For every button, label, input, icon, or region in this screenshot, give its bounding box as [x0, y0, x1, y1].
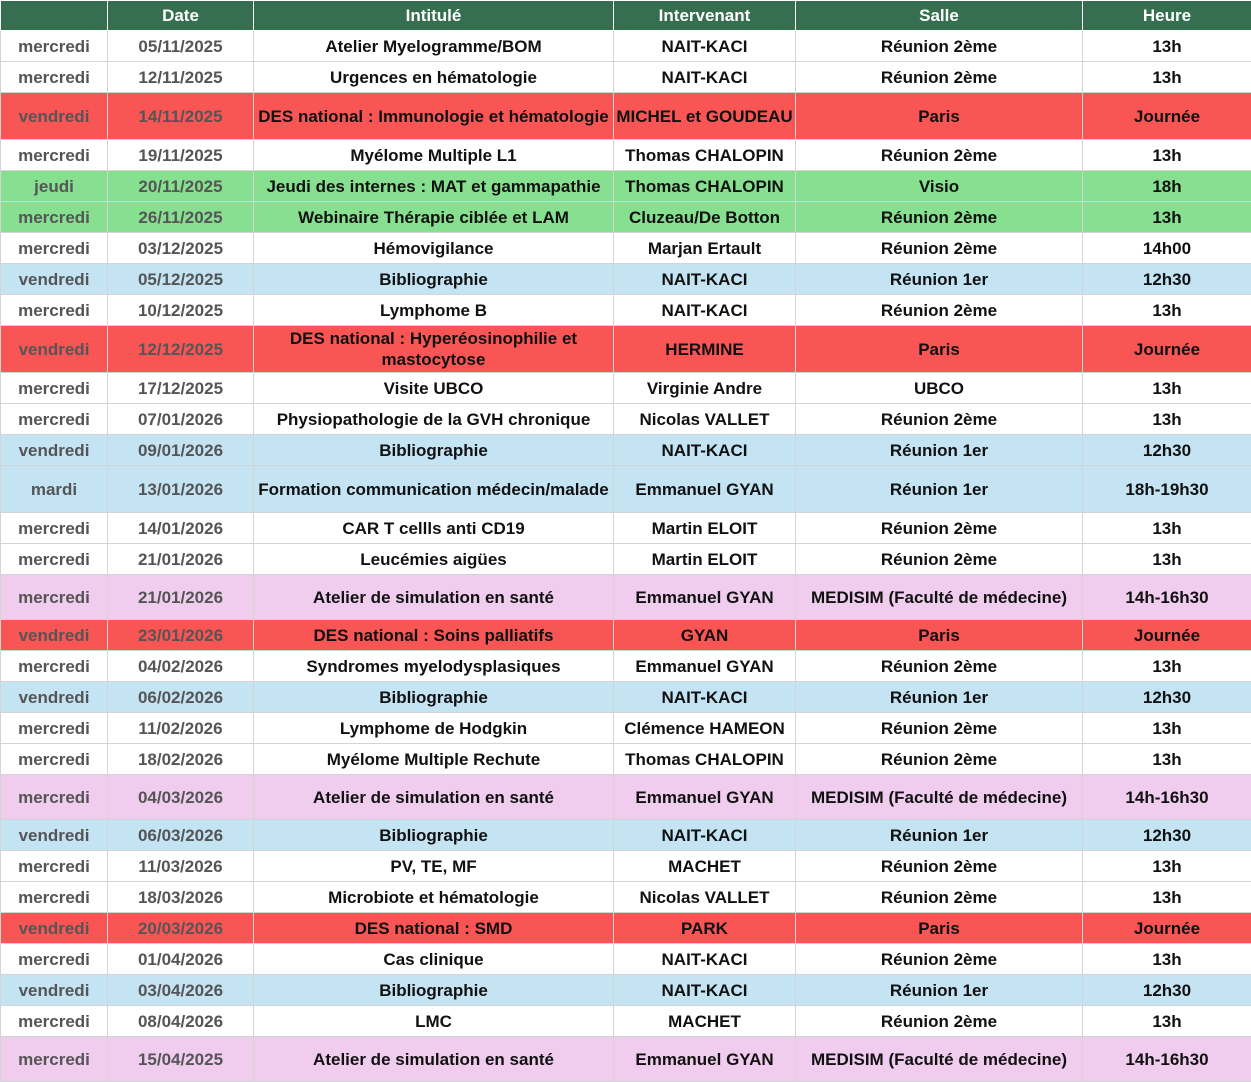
- cell-time[interactable]: 12h30: [1083, 682, 1251, 713]
- cell-room[interactable]: Réunion 1er: [796, 975, 1083, 1006]
- table-row: [1, 1006, 1251, 1037]
- cell-title[interactable]: Visite UBCO: [254, 373, 614, 404]
- cell-speaker[interactable]: NAIT-KACI: [614, 435, 796, 466]
- table-row: [1, 62, 1251, 93]
- header-row: [1, 1, 1251, 31]
- cell-speaker[interactable]: Emmanuel GYAN: [614, 651, 796, 682]
- cell-title[interactable]: DES national : Soins palliatifs: [254, 620, 614, 651]
- table-row: [1, 202, 1251, 233]
- table-row: [1, 851, 1251, 882]
- cell-speaker[interactable]: MACHET: [614, 1006, 796, 1037]
- cell-title[interactable]: Atelier de simulation en santé: [254, 1037, 614, 1082]
- cell-time[interactable]: 13h: [1083, 651, 1251, 682]
- header-title[interactable]: Intitulé: [254, 1, 614, 31]
- cell-speaker[interactable]: Virginie Andre: [614, 373, 796, 404]
- table-row: [1, 682, 1251, 713]
- cell-time[interactable]: 13h: [1083, 295, 1251, 326]
- cell-day[interactable]: mardi: [1, 466, 108, 513]
- cell-speaker[interactable]: MACHET: [614, 851, 796, 882]
- cell-date[interactable]: 23/01/2026: [108, 620, 254, 651]
- cell-date[interactable]: 06/02/2026: [108, 682, 254, 713]
- cell-room[interactable]: Réunion 2ème: [796, 651, 1083, 682]
- cell-speaker[interactable]: Emmanuel GYAN: [614, 775, 796, 820]
- cell-room[interactable]: UBCO: [796, 373, 1083, 404]
- cell-date[interactable]: 03/04/2026: [108, 975, 254, 1006]
- table-row: [1, 651, 1251, 682]
- cell-speaker[interactable]: Marjan Ertault: [614, 233, 796, 264]
- cell-time[interactable]: 13h: [1083, 140, 1251, 171]
- cell-speaker[interactable]: Thomas CHALOPIN: [614, 171, 796, 202]
- cell-room[interactable]: Réunion 1er: [796, 435, 1083, 466]
- cell-time[interactable]: Journée: [1083, 326, 1251, 373]
- cell-title[interactable]: Lymphome B: [254, 295, 614, 326]
- cell-title[interactable]: Atelier Myelogramme/BOM: [254, 31, 614, 62]
- table-row: [1, 171, 1251, 202]
- cell-day[interactable]: mercredi: [1, 744, 108, 775]
- cell-date[interactable]: 03/12/2025: [108, 233, 254, 264]
- cell-date[interactable]: 08/04/2026: [108, 1006, 254, 1037]
- table-body: [1, 31, 1251, 1082]
- cell-room[interactable]: Réunion 1er: [796, 466, 1083, 513]
- cell-day[interactable]: mercredi: [1, 513, 108, 544]
- cell-room[interactable]: Réunion 2ème: [796, 513, 1083, 544]
- cell-speaker[interactable]: Nicolas VALLET: [614, 882, 796, 913]
- cell-day[interactable]: mercredi: [1, 944, 108, 975]
- cell-room[interactable]: MEDISIM (Faculté de médecine): [796, 775, 1083, 820]
- cell-title[interactable]: Formation communication médecin/malade: [254, 466, 614, 513]
- cell-time[interactable]: 13h: [1083, 544, 1251, 575]
- cell-day[interactable]: mercredi: [1, 713, 108, 744]
- cell-room[interactable]: MEDISIM (Faculté de médecine): [796, 1037, 1083, 1082]
- cell-date[interactable]: 13/01/2026: [108, 466, 254, 513]
- cell-speaker[interactable]: NAIT-KACI: [614, 682, 796, 713]
- cell-time[interactable]: Journée: [1083, 93, 1251, 140]
- cell-date[interactable]: 19/11/2025: [108, 140, 254, 171]
- cell-day[interactable]: mercredi: [1, 404, 108, 435]
- cell-day[interactable]: mercredi: [1, 295, 108, 326]
- table-row: [1, 466, 1251, 513]
- cell-date[interactable]: 21/01/2026: [108, 544, 254, 575]
- cell-day[interactable]: vendredi: [1, 620, 108, 651]
- cell-date[interactable]: 12/11/2025: [108, 62, 254, 93]
- cell-day[interactable]: mercredi: [1, 62, 108, 93]
- cell-date[interactable]: 26/11/2025: [108, 202, 254, 233]
- cell-speaker[interactable]: NAIT-KACI: [614, 31, 796, 62]
- table-row: [1, 975, 1251, 1006]
- cell-title[interactable]: Bibliographie: [254, 435, 614, 466]
- table-row: [1, 544, 1251, 575]
- cell-room[interactable]: Paris: [796, 326, 1083, 373]
- cell-time[interactable]: 13h: [1083, 744, 1251, 775]
- cell-time[interactable]: 13h: [1083, 882, 1251, 913]
- cell-day[interactable]: vendredi: [1, 435, 108, 466]
- cell-room[interactable]: Paris: [796, 620, 1083, 651]
- cell-title[interactable]: DES national : Immunologie et hématologie: [254, 93, 614, 140]
- table-row: [1, 713, 1251, 744]
- cell-day[interactable]: vendredi: [1, 326, 108, 373]
- cell-room[interactable]: MEDISIM (Faculté de médecine): [796, 575, 1083, 620]
- table-row: [1, 373, 1251, 404]
- cell-speaker[interactable]: NAIT-KACI: [614, 975, 796, 1006]
- cell-time[interactable]: 14h-16h30: [1083, 775, 1251, 820]
- cell-day[interactable]: mercredi: [1, 651, 108, 682]
- cell-speaker[interactable]: Cluzeau/De Botton: [614, 202, 796, 233]
- cell-speaker[interactable]: NAIT-KACI: [614, 62, 796, 93]
- cell-speaker[interactable]: GYAN: [614, 620, 796, 651]
- cell-room[interactable]: Réunion 2ème: [796, 1006, 1083, 1037]
- cell-day[interactable]: mercredi: [1, 233, 108, 264]
- cell-day[interactable]: vendredi: [1, 682, 108, 713]
- cell-time[interactable]: 13h: [1083, 62, 1251, 93]
- table-row: [1, 775, 1251, 820]
- cell-time[interactable]: Journée: [1083, 620, 1251, 651]
- cell-time[interactable]: 13h: [1083, 944, 1251, 975]
- table-row: [1, 233, 1251, 264]
- cell-title[interactable]: PV, TE, MF: [254, 851, 614, 882]
- cell-date[interactable]: 11/03/2026: [108, 851, 254, 882]
- cell-date[interactable]: 21/01/2026: [108, 575, 254, 620]
- cell-title[interactable]: Webinaire Thérapie ciblée et LAM: [254, 202, 614, 233]
- table-header: [1, 1, 1251, 31]
- cell-day[interactable]: vendredi: [1, 264, 108, 295]
- cell-room[interactable]: Réunion 2ème: [796, 882, 1083, 913]
- cell-time[interactable]: 13h: [1083, 1006, 1251, 1037]
- table-row: [1, 513, 1251, 544]
- cell-time[interactable]: 12h30: [1083, 435, 1251, 466]
- cell-time[interactable]: Journée: [1083, 913, 1251, 944]
- cell-date[interactable]: 04/02/2026: [108, 651, 254, 682]
- cell-speaker[interactable]: Nicolas VALLET: [614, 404, 796, 435]
- cell-title[interactable]: Urgences en hématologie: [254, 62, 614, 93]
- cell-date[interactable]: 18/02/2026: [108, 744, 254, 775]
- table-row: [1, 944, 1251, 975]
- table-row: [1, 1037, 1251, 1082]
- cell-title[interactable]: Lymphome de Hodgkin: [254, 713, 614, 744]
- cell-time[interactable]: 14h00: [1083, 233, 1251, 264]
- cell-speaker[interactable]: NAIT-KACI: [614, 295, 796, 326]
- table-row: [1, 435, 1251, 466]
- cell-title[interactable]: Jeudi des internes : MAT et gammapathie: [254, 171, 614, 202]
- table-row: [1, 404, 1251, 435]
- cell-day[interactable]: mercredi: [1, 1006, 108, 1037]
- cell-room[interactable]: Réunion 1er: [796, 820, 1083, 851]
- cell-day[interactable]: mercredi: [1, 31, 108, 62]
- cell-date[interactable]: 01/04/2026: [108, 944, 254, 975]
- cell-time[interactable]: 14h-16h30: [1083, 575, 1251, 620]
- cell-room[interactable]: Réunion 2ème: [796, 404, 1083, 435]
- cell-room[interactable]: Réunion 2ème: [796, 202, 1083, 233]
- cell-date[interactable]: 05/11/2025: [108, 31, 254, 62]
- header-date[interactable]: Date: [108, 1, 254, 31]
- cell-time[interactable]: 18h: [1083, 171, 1251, 202]
- cell-speaker[interactable]: MICHEL et GOUDEAU: [614, 93, 796, 140]
- cell-date[interactable]: 20/11/2025: [108, 171, 254, 202]
- cell-date[interactable]: 06/03/2026: [108, 820, 254, 851]
- cell-day[interactable]: mercredi: [1, 1037, 108, 1082]
- cell-title[interactable]: DES national : SMD: [254, 913, 614, 944]
- cell-time[interactable]: 13h: [1083, 202, 1251, 233]
- cell-room[interactable]: Réunion 2ème: [796, 944, 1083, 975]
- cell-day[interactable]: vendredi: [1, 93, 108, 140]
- cell-day[interactable]: mercredi: [1, 544, 108, 575]
- cell-room[interactable]: Paris: [796, 913, 1083, 944]
- table-row: [1, 913, 1251, 944]
- table-row: [1, 93, 1251, 140]
- cell-room[interactable]: Réunion 2ème: [796, 233, 1083, 264]
- table-row: [1, 140, 1251, 171]
- cell-speaker[interactable]: Clémence HAMEON: [614, 713, 796, 744]
- cell-room[interactable]: Réunion 1er: [796, 264, 1083, 295]
- cell-title[interactable]: Atelier de simulation en santé: [254, 575, 614, 620]
- cell-room[interactable]: Réunion 2ème: [796, 295, 1083, 326]
- cell-day[interactable]: mercredi: [1, 202, 108, 233]
- header-day[interactable]: [1, 1, 108, 31]
- cell-room[interactable]: Paris: [796, 93, 1083, 140]
- cell-room[interactable]: Réunion 2ème: [796, 31, 1083, 62]
- cell-title[interactable]: Physiopathologie de la GVH chronique: [254, 404, 614, 435]
- cell-day[interactable]: jeudi: [1, 171, 108, 202]
- cell-time[interactable]: 12h30: [1083, 264, 1251, 295]
- cell-date[interactable]: 05/12/2025: [108, 264, 254, 295]
- table-row: [1, 295, 1251, 326]
- cell-day[interactable]: mercredi: [1, 882, 108, 913]
- cell-time[interactable]: 14h-16h30: [1083, 1037, 1251, 1082]
- cell-speaker[interactable]: Thomas CHALOPIN: [614, 140, 796, 171]
- cell-time[interactable]: 13h: [1083, 851, 1251, 882]
- cell-speaker[interactable]: HERMINE: [614, 326, 796, 373]
- cell-time[interactable]: 12h30: [1083, 820, 1251, 851]
- cell-date[interactable]: 10/12/2025: [108, 295, 254, 326]
- cell-title[interactable]: Atelier de simulation en santé: [254, 775, 614, 820]
- cell-speaker[interactable]: Martin ELOIT: [614, 544, 796, 575]
- cell-title[interactable]: LMC: [254, 1006, 614, 1037]
- cell-room[interactable]: Réunion 2ème: [796, 744, 1083, 775]
- header-speaker[interactable]: Intervenant: [614, 1, 796, 31]
- cell-title[interactable]: Leucémies aigües: [254, 544, 614, 575]
- table-row: [1, 575, 1251, 620]
- cell-title[interactable]: CAR T cellls anti CD19: [254, 513, 614, 544]
- cell-speaker[interactable]: NAIT-KACI: [614, 944, 796, 975]
- cell-title[interactable]: Syndromes myelodysplasiques: [254, 651, 614, 682]
- cell-title[interactable]: Myélome Multiple L1: [254, 140, 614, 171]
- cell-title[interactable]: Bibliographie: [254, 264, 614, 295]
- cell-day[interactable]: vendredi: [1, 975, 108, 1006]
- cell-speaker[interactable]: Emmanuel GYAN: [614, 466, 796, 513]
- cell-speaker[interactable]: Emmanuel GYAN: [614, 1037, 796, 1082]
- cell-time[interactable]: 18h-19h30: [1083, 466, 1251, 513]
- cell-day[interactable]: mercredi: [1, 140, 108, 171]
- cell-date[interactable]: 07/01/2026: [108, 404, 254, 435]
- cell-speaker[interactable]: Thomas CHALOPIN: [614, 744, 796, 775]
- cell-date[interactable]: 17/12/2025: [108, 373, 254, 404]
- cell-room[interactable]: Visio: [796, 171, 1083, 202]
- cell-day[interactable]: mercredi: [1, 775, 108, 820]
- table-row: [1, 264, 1251, 295]
- cell-room[interactable]: Réunion 2ème: [796, 140, 1083, 171]
- cell-speaker[interactable]: Emmanuel GYAN: [614, 575, 796, 620]
- cell-speaker[interactable]: NAIT-KACI: [614, 820, 796, 851]
- cell-day[interactable]: vendredi: [1, 820, 108, 851]
- header-time[interactable]: Heure: [1083, 1, 1251, 31]
- cell-time[interactable]: 13h: [1083, 373, 1251, 404]
- cell-date[interactable]: 15/04/2025: [108, 1037, 254, 1082]
- cell-speaker[interactable]: Martin ELOIT: [614, 513, 796, 544]
- cell-day[interactable]: mercredi: [1, 575, 108, 620]
- table-row: [1, 620, 1251, 651]
- cell-date[interactable]: 09/01/2026: [108, 435, 254, 466]
- cell-speaker[interactable]: PARK: [614, 913, 796, 944]
- cell-title[interactable]: Bibliographie: [254, 820, 614, 851]
- cell-room[interactable]: Réunion 2ème: [796, 851, 1083, 882]
- cell-date[interactable]: 14/01/2026: [108, 513, 254, 544]
- cell-day[interactable]: mercredi: [1, 851, 108, 882]
- cell-date[interactable]: 11/02/2026: [108, 713, 254, 744]
- cell-date[interactable]: 14/11/2025: [108, 93, 254, 140]
- cell-time[interactable]: 13h: [1083, 404, 1251, 435]
- cell-title[interactable]: DES national : Hyperéosinophilie et mastocytose: [254, 326, 614, 373]
- table-row: [1, 31, 1251, 62]
- cell-title[interactable]: Bibliographie: [254, 682, 614, 713]
- cell-time[interactable]: 13h: [1083, 713, 1251, 744]
- cell-title[interactable]: Hémovigilance: [254, 233, 614, 264]
- cell-time[interactable]: 12h30: [1083, 975, 1251, 1006]
- cell-date[interactable]: 20/03/2026: [108, 913, 254, 944]
- cell-date[interactable]: 04/03/2026: [108, 775, 254, 820]
- cell-room[interactable]: Réunion 2ème: [796, 62, 1083, 93]
- cell-time[interactable]: 13h: [1083, 31, 1251, 62]
- cell-room[interactable]: Réunion 2ème: [796, 544, 1083, 575]
- table-row: [1, 326, 1251, 373]
- cell-day[interactable]: vendredi: [1, 913, 108, 944]
- table-row: [1, 820, 1251, 851]
- table-row: [1, 882, 1251, 913]
- cell-room[interactable]: Réunion 1er: [796, 682, 1083, 713]
- cell-title[interactable]: Microbiote et hématologie: [254, 882, 614, 913]
- cell-date[interactable]: 12/12/2025: [108, 326, 254, 373]
- header-room[interactable]: Salle: [796, 1, 1083, 31]
- cell-title[interactable]: Bibliographie: [254, 975, 614, 1006]
- cell-title[interactable]: Cas clinique: [254, 944, 614, 975]
- cell-room[interactable]: Réunion 2ème: [796, 713, 1083, 744]
- cell-title[interactable]: Myélome Multiple Rechute: [254, 744, 614, 775]
- cell-date[interactable]: 18/03/2026: [108, 882, 254, 913]
- cell-day[interactable]: mercredi: [1, 373, 108, 404]
- table-row: [1, 744, 1251, 775]
- cell-time[interactable]: 13h: [1083, 513, 1251, 544]
- cell-speaker[interactable]: NAIT-KACI: [614, 264, 796, 295]
